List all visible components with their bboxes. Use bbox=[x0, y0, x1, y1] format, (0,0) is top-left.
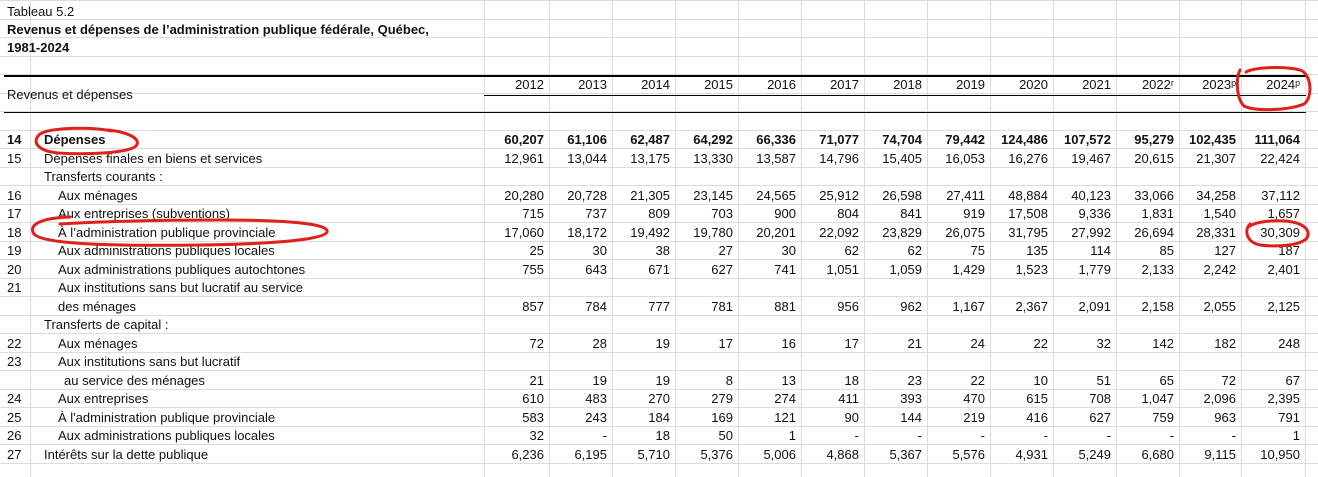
value-cell: 60,207 bbox=[504, 132, 544, 147]
year-header: 2015 bbox=[704, 77, 733, 92]
value-cell: 1,831 bbox=[1141, 206, 1174, 221]
value-cell: 1,657 bbox=[1267, 206, 1300, 221]
value-cell: 79,442 bbox=[945, 132, 985, 147]
value-cell: 777 bbox=[648, 298, 670, 314]
value-cell: 2,091 bbox=[1078, 298, 1111, 314]
value-cell: 2,096 bbox=[1203, 391, 1236, 406]
value-cell: 27,411 bbox=[946, 187, 985, 203]
value-cell: 1 bbox=[1292, 428, 1300, 443]
value-cell: 30,309 bbox=[1260, 224, 1300, 240]
year-header: 2014 bbox=[641, 77, 670, 92]
value-cell: 31,795 bbox=[1008, 224, 1048, 240]
value-cell: 784 bbox=[585, 298, 607, 314]
value-cell: 107,572 bbox=[1064, 132, 1111, 147]
value-cell: 24 bbox=[970, 335, 985, 351]
year-header: 2022ʳ bbox=[1141, 77, 1174, 92]
value-cell: 28,331 bbox=[1196, 224, 1236, 240]
value-cell: 13 bbox=[781, 372, 796, 388]
value-cell: 16 bbox=[781, 335, 796, 351]
grid-row-line bbox=[0, 0, 1318, 1]
value-cell: 18,172 bbox=[567, 224, 607, 240]
header-bottom-rule bbox=[4, 112, 1306, 113]
value-cell: 881 bbox=[774, 298, 796, 314]
header-year-underline bbox=[484, 95, 1306, 96]
year-header: 2023ᵖ bbox=[1202, 77, 1236, 92]
value-cell: 809 bbox=[648, 206, 670, 221]
value-cell: 615 bbox=[1026, 391, 1048, 406]
value-cell: 1,047 bbox=[1141, 391, 1174, 406]
value-cell: 23,145 bbox=[693, 187, 733, 203]
row-label: Aux administrations publiques locales bbox=[58, 243, 275, 258]
row-number: 18 bbox=[7, 224, 22, 240]
value-cell: 841 bbox=[900, 206, 922, 221]
value-cell: 18 bbox=[844, 372, 859, 388]
value-cell: 5,249 bbox=[1078, 446, 1111, 462]
grid-column-line bbox=[1305, 0, 1306, 477]
value-cell: 919 bbox=[963, 206, 985, 221]
grid-row-line bbox=[0, 56, 1318, 57]
value-cell: 274 bbox=[774, 391, 796, 406]
value-cell: 2,401 bbox=[1267, 261, 1300, 277]
value-cell: 142 bbox=[1152, 335, 1174, 351]
value-cell: 14,796 bbox=[819, 150, 859, 166]
table-title-line2: 1981-2024 bbox=[7, 40, 70, 55]
value-cell: 2,242 bbox=[1203, 261, 1236, 277]
value-cell: - bbox=[602, 428, 607, 443]
value-cell: 66,336 bbox=[756, 132, 796, 147]
value-cell: 393 bbox=[900, 391, 922, 406]
value-cell: 17,060 bbox=[504, 224, 544, 240]
value-cell: 121 bbox=[774, 409, 796, 425]
value-cell: 243 bbox=[585, 409, 607, 425]
value-cell: 62 bbox=[844, 243, 859, 258]
value-cell: 72 bbox=[529, 335, 544, 351]
row-number: 25 bbox=[7, 409, 22, 425]
value-cell: 19 bbox=[655, 335, 670, 351]
value-cell: 37,112 bbox=[1261, 187, 1300, 203]
value-cell: - bbox=[1169, 428, 1174, 443]
value-cell: 708 bbox=[1089, 391, 1111, 406]
row-label: Transferts courants : bbox=[44, 169, 163, 184]
value-cell: 20,280 bbox=[504, 187, 544, 203]
value-cell: 470 bbox=[963, 391, 985, 406]
value-cell: - bbox=[1231, 428, 1236, 443]
row-number: 26 bbox=[7, 428, 22, 443]
value-cell: 182 bbox=[1214, 335, 1236, 351]
row-number: 20 bbox=[7, 261, 22, 277]
value-cell: - bbox=[1106, 428, 1111, 443]
value-cell: 19,467 bbox=[1071, 150, 1111, 166]
value-cell: 8 bbox=[725, 372, 733, 388]
value-cell: 28 bbox=[592, 335, 607, 351]
value-cell: 20,201 bbox=[756, 224, 796, 240]
table-title-line1: Revenus et dépenses de l’administration publique fédérale, Québec, bbox=[7, 22, 429, 37]
value-cell: 715 bbox=[522, 206, 544, 221]
row-label: des ménages bbox=[58, 298, 137, 314]
row-label: Aux ménages bbox=[58, 187, 138, 203]
value-cell: 26,598 bbox=[882, 187, 922, 203]
stub-header: Revenus et dépenses bbox=[7, 87, 133, 102]
value-cell: 583 bbox=[522, 409, 544, 425]
year-header: 2017 bbox=[830, 77, 859, 92]
value-cell: 9,115 bbox=[1204, 446, 1236, 462]
value-cell: 50 bbox=[718, 428, 733, 443]
value-cell: 10,950 bbox=[1260, 446, 1300, 462]
value-cell: 111,064 bbox=[1254, 132, 1300, 147]
value-cell: 737 bbox=[585, 206, 607, 221]
row-label: Aux institutions sans but lucratif bbox=[58, 354, 241, 369]
value-cell: 95,279 bbox=[1134, 132, 1174, 147]
value-cell: 33,066 bbox=[1134, 187, 1174, 203]
value-cell: 22 bbox=[970, 372, 985, 388]
year-header: 2024ᵖ bbox=[1266, 77, 1300, 92]
value-cell: 15,405 bbox=[882, 150, 922, 166]
value-cell: 48,884 bbox=[1008, 187, 1048, 203]
value-cell: 4,868 bbox=[826, 446, 859, 462]
value-cell: 483 bbox=[585, 391, 607, 406]
value-cell: 22,092 bbox=[819, 224, 859, 240]
value-cell: 30 bbox=[592, 243, 607, 258]
value-cell: 12,961 bbox=[504, 150, 544, 166]
value-cell: - bbox=[917, 428, 922, 443]
value-cell: 24,565 bbox=[756, 187, 796, 203]
value-cell: 857 bbox=[522, 298, 544, 314]
grid-row-line bbox=[0, 19, 1318, 20]
value-cell: 791 bbox=[1278, 409, 1300, 425]
row-label: Aux institutions sans but lucratif au service bbox=[58, 280, 303, 295]
value-cell: 64,292 bbox=[693, 132, 733, 147]
value-cell: 703 bbox=[711, 206, 733, 221]
value-cell: 34,258 bbox=[1196, 187, 1236, 203]
value-cell: 5,576 bbox=[952, 446, 985, 462]
value-cell: 17,508 bbox=[1008, 206, 1048, 221]
value-cell: 1,540 bbox=[1203, 206, 1236, 221]
value-cell: 900 bbox=[774, 206, 796, 221]
value-cell: 963 bbox=[1214, 409, 1236, 425]
value-cell: 219 bbox=[963, 409, 985, 425]
row-number: 17 bbox=[7, 206, 22, 221]
row-number: 27 bbox=[7, 446, 22, 462]
value-cell: 19 bbox=[592, 372, 607, 388]
value-cell: 643 bbox=[585, 261, 607, 277]
row-number: 24 bbox=[7, 391, 22, 406]
value-cell: 144 bbox=[900, 409, 922, 425]
value-cell: 51 bbox=[1096, 372, 1111, 388]
value-cell: 20,728 bbox=[567, 187, 607, 203]
row-number: 16 bbox=[7, 187, 22, 203]
row-label: Dépenses bbox=[44, 132, 106, 147]
value-cell: 22 bbox=[1033, 335, 1048, 351]
value-cell: 22,424 bbox=[1260, 150, 1300, 166]
value-cell: 19,780 bbox=[693, 224, 733, 240]
row-label: Aux entreprises (subventions) bbox=[58, 206, 230, 221]
value-cell: 19,492 bbox=[630, 224, 670, 240]
value-cell: 13,330 bbox=[693, 150, 733, 166]
year-header: 2013 bbox=[578, 77, 607, 92]
value-cell: 124,486 bbox=[1001, 132, 1048, 147]
year-header: 2018 bbox=[893, 77, 922, 92]
row-number: 15 bbox=[7, 150, 22, 166]
value-cell: 248 bbox=[1278, 335, 1300, 351]
value-cell: 962 bbox=[900, 298, 922, 314]
value-cell: 21,307 bbox=[1196, 150, 1236, 166]
value-cell: 187 bbox=[1278, 243, 1300, 258]
value-cell: 21 bbox=[529, 372, 544, 388]
value-cell: 85 bbox=[1159, 243, 1174, 258]
value-cell: 25,912 bbox=[819, 187, 859, 203]
value-cell: 61,106 bbox=[567, 132, 607, 147]
value-cell: 169 bbox=[711, 409, 733, 425]
value-cell: 1,051 bbox=[826, 261, 859, 277]
value-cell: 16,276 bbox=[1008, 150, 1048, 166]
year-header: 2021 bbox=[1082, 77, 1111, 92]
value-cell: 90 bbox=[844, 409, 859, 425]
value-cell: 62,487 bbox=[630, 132, 670, 147]
value-cell: 279 bbox=[711, 391, 733, 406]
value-cell: 67 bbox=[1285, 372, 1300, 388]
row-number: 19 bbox=[7, 243, 22, 258]
value-cell: 4,931 bbox=[1015, 446, 1048, 462]
row-label: À l'administration publique provinciale bbox=[58, 409, 276, 425]
value-cell: 804 bbox=[837, 206, 859, 221]
value-cell: 38 bbox=[655, 243, 670, 258]
value-cell: 21 bbox=[907, 335, 922, 351]
value-cell: 27,992 bbox=[1071, 224, 1111, 240]
value-cell: 32 bbox=[1096, 335, 1111, 351]
value-cell: 26,075 bbox=[945, 224, 985, 240]
value-cell: 627 bbox=[711, 261, 733, 277]
value-cell: 610 bbox=[522, 391, 544, 406]
value-cell: 26,694 bbox=[1134, 224, 1174, 240]
value-cell: 781 bbox=[711, 298, 733, 314]
value-cell: 755 bbox=[522, 261, 544, 277]
value-cell: 9,336 bbox=[1078, 206, 1111, 221]
value-cell: 30 bbox=[781, 243, 796, 258]
value-cell: 627 bbox=[1089, 409, 1111, 425]
value-cell: 17 bbox=[844, 335, 859, 351]
value-cell: - bbox=[1043, 428, 1048, 443]
value-cell: 114 bbox=[1090, 243, 1111, 258]
value-cell: 13,044 bbox=[567, 150, 607, 166]
value-cell: 270 bbox=[648, 391, 670, 406]
value-cell: 23,829 bbox=[882, 224, 922, 240]
value-cell: 411 bbox=[838, 391, 859, 406]
value-cell: 102,435 bbox=[1189, 132, 1236, 147]
value-cell: 1,429 bbox=[952, 261, 985, 277]
value-cell: 21,305 bbox=[630, 187, 670, 203]
value-cell: 759 bbox=[1152, 409, 1174, 425]
value-cell: 23 bbox=[907, 372, 922, 388]
year-header: 2012 bbox=[515, 77, 544, 92]
row-label: Dépenses finales en biens et services bbox=[44, 150, 263, 166]
row-label: au service des ménages bbox=[64, 372, 205, 388]
value-cell: 20,615 bbox=[1134, 150, 1174, 166]
value-cell: 6,195 bbox=[574, 446, 607, 462]
value-cell: 32 bbox=[529, 428, 544, 443]
row-label: À l’administration publique provinciale bbox=[58, 224, 276, 240]
row-label: Intérêts sur la dette publique bbox=[44, 446, 209, 462]
row-label: Aux administrations publiques autochtones bbox=[58, 261, 306, 277]
year-header: 2019 bbox=[956, 77, 985, 92]
value-cell: 25 bbox=[529, 243, 544, 258]
value-cell: 184 bbox=[648, 409, 670, 425]
value-cell: 72 bbox=[1221, 372, 1236, 388]
value-cell: 741 bbox=[774, 261, 796, 277]
value-cell: 956 bbox=[837, 298, 859, 314]
year-header: 2020 bbox=[1019, 77, 1048, 92]
value-cell: 1,167 bbox=[952, 298, 985, 314]
value-cell: 6,680 bbox=[1141, 446, 1174, 462]
value-cell: 1 bbox=[788, 428, 796, 443]
value-cell: 2,125 bbox=[1267, 298, 1300, 314]
value-cell: - bbox=[980, 428, 985, 443]
value-cell: 5,376 bbox=[700, 446, 733, 462]
value-cell: 6,236 bbox=[511, 446, 544, 462]
value-cell: 10 bbox=[1033, 372, 1048, 388]
table-label: Tableau 5.2 bbox=[7, 4, 75, 19]
value-cell: 17 bbox=[718, 335, 733, 351]
value-cell: 2,367 bbox=[1015, 298, 1048, 314]
value-cell: 5,006 bbox=[763, 446, 796, 462]
value-cell: 75 bbox=[970, 243, 985, 258]
row-number: 22 bbox=[7, 335, 22, 351]
row-label: Aux ménages bbox=[58, 335, 138, 351]
value-cell: 74,704 bbox=[882, 132, 922, 147]
value-cell: 135 bbox=[1026, 243, 1048, 258]
value-cell: 71,077 bbox=[819, 132, 859, 147]
value-cell: 13,587 bbox=[756, 150, 796, 166]
row-label: Aux entreprises bbox=[58, 391, 149, 406]
value-cell: 5,710 bbox=[637, 446, 670, 462]
value-cell: 671 bbox=[648, 261, 670, 277]
value-cell: 27 bbox=[718, 243, 733, 258]
value-cell: - bbox=[854, 428, 859, 443]
grid-column-line bbox=[30, 0, 31, 477]
value-cell: 2,158 bbox=[1141, 298, 1174, 314]
value-cell: 16,053 bbox=[945, 150, 985, 166]
value-cell: 2,055 bbox=[1203, 298, 1236, 314]
value-cell: 127 bbox=[1214, 243, 1236, 258]
row-number: 23 bbox=[7, 354, 22, 369]
value-cell: 2,395 bbox=[1267, 391, 1300, 406]
value-cell: 40,123 bbox=[1071, 187, 1111, 203]
row-label: Transferts de capital : bbox=[44, 317, 169, 332]
row-number: 14 bbox=[7, 132, 22, 147]
value-cell: 5,367 bbox=[889, 446, 922, 462]
value-cell: 18 bbox=[655, 428, 670, 443]
value-cell: 2,133 bbox=[1141, 261, 1174, 277]
value-cell: 62 bbox=[907, 243, 922, 258]
row-number: 21 bbox=[7, 280, 22, 295]
year-header: 2016 bbox=[767, 77, 796, 92]
row-label: Aux administrations publiques locales bbox=[58, 428, 275, 443]
value-cell: 65 bbox=[1159, 372, 1174, 388]
value-cell: 1,059 bbox=[889, 261, 922, 277]
value-cell: 1,523 bbox=[1015, 261, 1048, 277]
value-cell: 416 bbox=[1026, 409, 1048, 425]
value-cell: 19 bbox=[655, 372, 670, 388]
value-cell: 13,175 bbox=[630, 150, 670, 166]
value-cell: 1,779 bbox=[1078, 261, 1111, 277]
